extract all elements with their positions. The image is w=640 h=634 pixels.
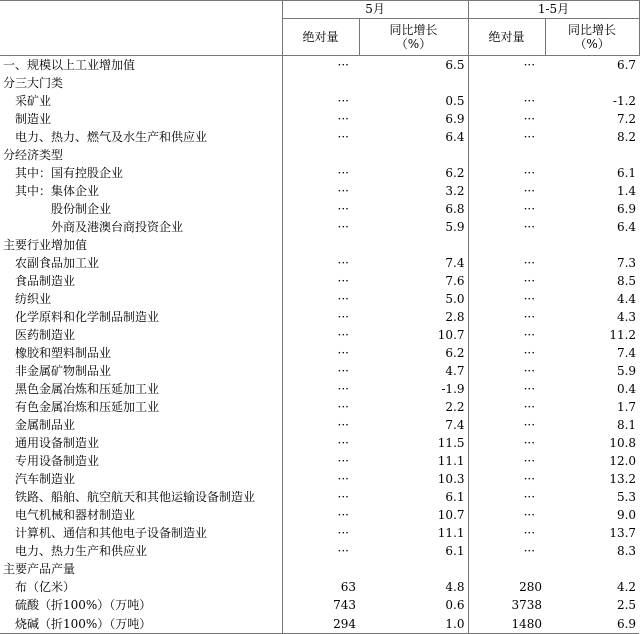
may-growth-cell xyxy=(359,560,468,578)
may-growth-cell: 6.4 xyxy=(445,130,465,144)
row-label: 硫酸（折100%）（万吨） xyxy=(15,598,152,612)
may-growth-cell xyxy=(359,146,468,164)
jan-may-absolute-cell: ··· xyxy=(468,398,545,416)
header-may-absolute: 绝对量 xyxy=(282,19,359,56)
jan-may-growth-cell: 4.4 xyxy=(616,292,637,306)
jan-may-absolute-cell: ··· xyxy=(468,362,545,380)
table-row xyxy=(0,110,639,128)
jan-may-absolute-cell: ··· xyxy=(468,218,545,236)
may-absolute-cell: ··· xyxy=(282,56,359,75)
table-row xyxy=(0,470,639,488)
growth-label-line1: 同比增长 xyxy=(568,23,617,37)
may-growth-cell: 4.7 xyxy=(445,364,465,378)
may-absolute-cell: ··· xyxy=(282,272,359,290)
row-label: 电力、热力、燃气及水生产和供应业 xyxy=(15,130,208,144)
jan-may-absolute-cell: ··· xyxy=(468,542,545,560)
table-row xyxy=(0,290,639,308)
jan-may-growth-cell: 12.0 xyxy=(609,454,637,468)
jan-may-growth-cell: 4.2 xyxy=(616,580,637,594)
table-row xyxy=(0,74,639,92)
row-label: 布（亿米） xyxy=(15,580,76,594)
header-may: 5月 xyxy=(282,1,468,19)
table-header xyxy=(0,1,639,56)
may-growth-cell: 4.8 xyxy=(445,580,465,594)
jan-may-absolute-cell xyxy=(468,560,545,578)
jan-may-growth-cell: 8.2 xyxy=(616,130,637,144)
may-growth-cell: 7.4 xyxy=(445,418,465,432)
jan-may-absolute-cell: ··· xyxy=(468,344,545,362)
jan-may-growth-cell: 6.9 xyxy=(545,614,639,634)
may-absolute-cell: ··· xyxy=(282,218,359,236)
may-growth-cell: 2.2 xyxy=(445,400,465,414)
may-absolute-cell: ··· xyxy=(282,92,359,110)
row-label: 其中：国有控股企业 xyxy=(15,166,124,180)
may-absolute-cell: ··· xyxy=(282,200,359,218)
jan-may-absolute-cell: ··· xyxy=(468,56,545,75)
table-row xyxy=(0,164,639,182)
may-growth-cell: 6.5 xyxy=(445,58,465,72)
table-row xyxy=(0,398,639,416)
row-label: 电力、热力生产和供应业 xyxy=(15,544,148,558)
table-row xyxy=(0,542,639,560)
table-row xyxy=(0,218,639,236)
may-absolute-cell: 743 xyxy=(282,596,359,614)
jan-may-growth-cell: 13.7 xyxy=(609,526,637,540)
row-label: 医药制造业 xyxy=(15,328,76,342)
jan-may-absolute-cell: ··· xyxy=(468,254,545,272)
row-label: 烧碱（折100%）（万吨） xyxy=(0,614,282,634)
may-absolute-cell: ··· xyxy=(282,128,359,146)
may-absolute-cell: ··· xyxy=(282,506,359,524)
jan-may-absolute-cell: 3738 xyxy=(468,596,545,614)
table-row xyxy=(0,506,639,524)
jan-may-absolute-cell: ··· xyxy=(468,488,545,506)
may-growth-cell xyxy=(359,74,468,92)
jan-may-absolute-cell: ··· xyxy=(468,182,545,200)
jan-may-absolute-cell: 280 xyxy=(468,578,545,596)
may-absolute-cell: ··· xyxy=(282,452,359,470)
header-jan-may-absolute: 绝对量 xyxy=(468,19,545,56)
table-row xyxy=(0,560,639,578)
table-row xyxy=(0,434,639,452)
row-label: 金属制品业 xyxy=(15,418,76,432)
jan-may-growth-cell: 6.9 xyxy=(616,202,637,216)
row-label: 主要行业增加值 xyxy=(3,238,88,252)
row-label: 化学原料和化学制品制造业 xyxy=(15,310,160,324)
may-growth-cell: 5.9 xyxy=(445,220,465,234)
table-row xyxy=(0,128,639,146)
may-absolute-cell: ··· xyxy=(282,110,359,128)
row-label: 采矿业 xyxy=(15,94,52,108)
may-growth-cell: 7.6 xyxy=(445,274,465,288)
may-growth-cell: 1.0 xyxy=(359,614,468,634)
row-label: 黑色金属冶炼和压延加工业 xyxy=(15,382,160,396)
table-row xyxy=(0,146,639,164)
table-row xyxy=(0,236,639,254)
jan-may-absolute-cell xyxy=(468,236,545,254)
may-growth-cell: 3.2 xyxy=(445,184,465,198)
table-body xyxy=(0,56,639,634)
table-row xyxy=(0,452,639,470)
growth-label-line2: （%） xyxy=(395,37,432,51)
may-absolute-cell: 294 xyxy=(282,614,359,634)
may-growth-cell: 2.8 xyxy=(445,310,465,324)
may-growth-cell: 6.1 xyxy=(445,544,465,558)
row-label: 专用设备制造业 xyxy=(15,454,100,468)
may-absolute-cell: ··· xyxy=(282,182,359,200)
jan-may-absolute-cell: ··· xyxy=(468,308,545,326)
table-row xyxy=(0,200,639,218)
may-growth-cell: 10.7 xyxy=(437,328,465,342)
may-growth-cell: 10.3 xyxy=(437,472,465,486)
jan-may-growth-cell: 11.2 xyxy=(609,328,637,342)
table-row xyxy=(0,344,639,362)
may-absolute-cell xyxy=(282,560,359,578)
may-absolute-cell: ··· xyxy=(282,344,359,362)
may-absolute-cell xyxy=(282,146,359,164)
table-row xyxy=(0,596,639,614)
may-absolute-cell: ··· xyxy=(282,524,359,542)
may-growth-cell: 6.2 xyxy=(445,346,465,360)
table-row xyxy=(0,92,639,110)
jan-may-absolute-cell: ··· xyxy=(468,272,545,290)
jan-may-absolute-cell: ··· xyxy=(468,290,545,308)
row-label: 汽车制造业 xyxy=(15,472,76,486)
table-row xyxy=(0,614,639,634)
growth-label-line2: （%） xyxy=(574,37,610,51)
may-absolute-cell: ··· xyxy=(282,362,359,380)
jan-may-growth-cell: 7.4 xyxy=(616,346,637,360)
may-growth-cell: 11.5 xyxy=(437,436,465,450)
jan-may-growth-cell: 5.9 xyxy=(616,364,637,378)
may-absolute-cell: ··· xyxy=(282,470,359,488)
jan-may-absolute-cell: ··· xyxy=(468,326,545,344)
jan-may-growth-cell: 10.8 xyxy=(609,436,637,450)
jan-may-absolute-cell xyxy=(468,74,545,92)
header-jan-may-growth xyxy=(545,19,639,56)
may-growth-cell: 6.1 xyxy=(445,490,465,504)
row-label: 纺织业 xyxy=(15,292,52,306)
may-absolute-cell: ··· xyxy=(282,308,359,326)
row-label: 通用设备制造业 xyxy=(15,436,100,450)
row-label: 其中：集体企业 xyxy=(15,184,100,198)
may-growth-cell: 10.7 xyxy=(437,508,465,522)
table-row xyxy=(0,416,639,434)
jan-may-growth-cell: 1.7 xyxy=(616,400,637,414)
may-absolute-cell: ··· xyxy=(282,326,359,344)
jan-may-growth-cell: 4.3 xyxy=(616,310,637,324)
may-growth-cell xyxy=(359,236,468,254)
may-growth-cell: 0.5 xyxy=(445,94,465,108)
jan-may-absolute-cell: ··· xyxy=(468,128,545,146)
may-absolute-cell: ··· xyxy=(282,434,359,452)
jan-may-absolute-cell: ··· xyxy=(468,416,545,434)
table-row xyxy=(0,272,639,290)
jan-may-absolute-cell: ··· xyxy=(468,110,545,128)
jan-may-growth-cell: 8.5 xyxy=(616,274,637,288)
jan-may-absolute-cell: ··· xyxy=(468,434,545,452)
jan-may-growth-cell: 7.3 xyxy=(616,256,637,270)
row-label: 制造业 xyxy=(15,112,52,126)
row-label: 农副食品加工业 xyxy=(15,256,100,270)
row-label: 食品制造业 xyxy=(15,274,76,288)
jan-may-growth-cell: 8.3 xyxy=(616,544,637,558)
may-absolute-cell: ··· xyxy=(282,488,359,506)
row-label: 主要产品产量 xyxy=(3,562,76,576)
jan-may-growth-cell xyxy=(545,74,639,92)
row-label: 分三大门类 xyxy=(3,76,64,90)
jan-may-growth-cell: 13.2 xyxy=(609,472,637,486)
growth-label-line1: 同比增长 xyxy=(389,23,438,37)
jan-may-growth-cell: 7.2 xyxy=(616,112,637,126)
table-row xyxy=(0,326,639,344)
row-label: 电气机械和器材制造业 xyxy=(15,508,136,522)
jan-may-growth-cell xyxy=(545,146,639,164)
jan-may-growth-cell: 6.7 xyxy=(616,58,637,72)
jan-may-absolute-cell: ··· xyxy=(468,200,545,218)
may-absolute-cell xyxy=(282,74,359,92)
row-label: 一、规模以上工业增加值 xyxy=(3,58,136,72)
jan-may-growth-cell: 9.0 xyxy=(616,508,637,522)
jan-may-absolute-cell: 1480 xyxy=(468,614,545,634)
may-absolute-cell: ··· xyxy=(282,542,359,560)
may-absolute-cell: ··· xyxy=(282,290,359,308)
jan-may-growth-cell: 0.4 xyxy=(616,382,637,396)
jan-may-growth-cell: 6.4 xyxy=(616,220,637,234)
table-row xyxy=(0,182,639,200)
may-growth-cell: 11.1 xyxy=(437,526,465,540)
row-label: 计算机、通信和其他电子设备制造业 xyxy=(15,526,208,540)
jan-may-absolute-cell: ··· xyxy=(468,506,545,524)
table-row xyxy=(0,524,639,542)
header-may-growth xyxy=(359,19,468,56)
may-growth-cell: 11.1 xyxy=(437,454,465,468)
jan-may-growth-cell: 1.4 xyxy=(616,184,637,198)
may-growth-cell: 6.9 xyxy=(445,112,465,126)
table-row xyxy=(0,56,639,75)
may-absolute-cell: ··· xyxy=(282,416,359,434)
jan-may-growth-cell: 5.3 xyxy=(616,490,637,504)
row-label: 分经济类型 xyxy=(3,148,64,162)
jan-may-growth-cell: -1.2 xyxy=(612,94,637,108)
row-label-header xyxy=(0,1,282,56)
may-growth-cell: -1.9 xyxy=(441,382,465,396)
row-label: 非金属矿物制品业 xyxy=(15,364,112,378)
jan-may-absolute-cell: ··· xyxy=(468,164,545,182)
table-row xyxy=(0,254,639,272)
jan-may-absolute-cell: ··· xyxy=(468,470,545,488)
row-label: 铁路、船舶、航空航天和其他运输设备制造业 xyxy=(15,490,256,504)
row-label: 有色金属冶炼和压延加工业 xyxy=(15,400,160,414)
row-label: 外商及港澳台商投资企业 xyxy=(51,220,184,234)
jan-may-growth-cell xyxy=(545,560,639,578)
table-row xyxy=(0,380,639,398)
jan-may-absolute-cell: ··· xyxy=(468,452,545,470)
row-label: 橡胶和塑料制品业 xyxy=(15,346,112,360)
table-row xyxy=(0,362,639,380)
jan-may-absolute-cell: ··· xyxy=(468,380,545,398)
may-absolute-cell: ··· xyxy=(282,254,359,272)
table-row xyxy=(0,578,639,596)
table-row xyxy=(0,488,639,506)
may-growth-cell: 5.0 xyxy=(445,292,465,306)
jan-may-growth-cell: 8.1 xyxy=(616,418,637,432)
jan-may-absolute-cell: ··· xyxy=(468,524,545,542)
row-label: 股份制企业 xyxy=(51,202,112,216)
table-row xyxy=(0,308,639,326)
may-absolute-cell: ··· xyxy=(282,398,359,416)
may-growth-cell: 7.4 xyxy=(445,256,465,270)
jan-may-growth-cell xyxy=(545,236,639,254)
jan-may-absolute-cell xyxy=(468,146,545,164)
may-growth-cell: 6.8 xyxy=(445,202,465,216)
header-jan-may: 1-5月 xyxy=(468,1,639,19)
may-absolute-cell xyxy=(282,236,359,254)
may-growth-cell: 0.6 xyxy=(445,598,465,612)
may-absolute-cell: ··· xyxy=(282,164,359,182)
jan-may-growth-cell: 2.5 xyxy=(616,598,637,612)
jan-may-absolute-cell: ··· xyxy=(468,92,545,110)
may-absolute-cell: 63 xyxy=(282,578,359,596)
may-absolute-cell: ··· xyxy=(282,380,359,398)
jan-may-growth-cell: 6.1 xyxy=(616,166,637,180)
may-growth-cell: 6.2 xyxy=(445,166,465,180)
